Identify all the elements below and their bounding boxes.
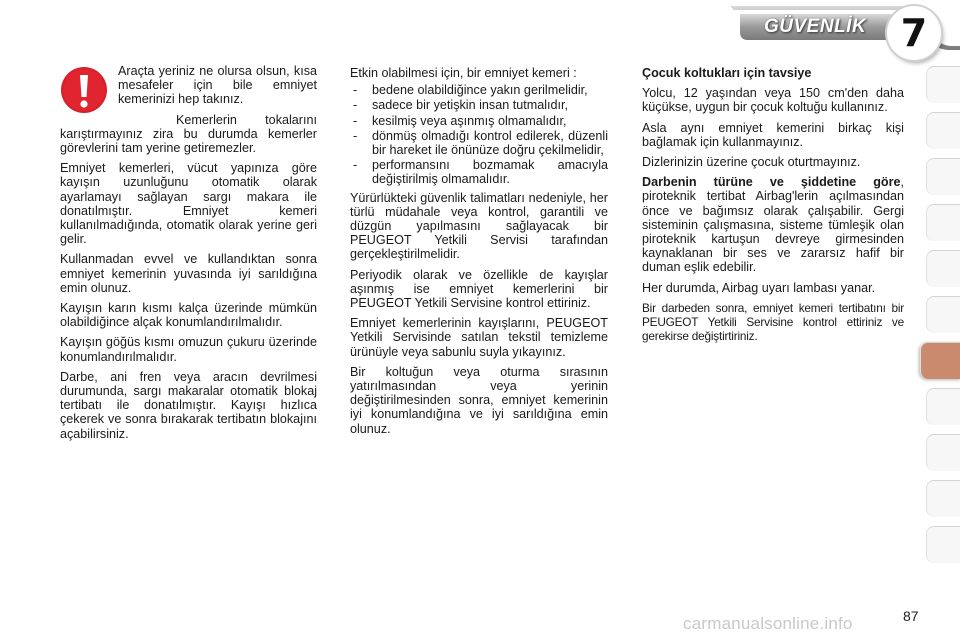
list-item: - performansını bozmamak amacıyla değiştirilmiş olmamalıdır. xyxy=(350,158,608,186)
list-item: - dönmüş olmadığı kontrol edilerek, düzenli bir hareket ile önünüze doğru çekilmelidir, xyxy=(350,129,608,157)
paragraph: Bir koltuğun veya oturma sırasının yatırılmasından veya yerinin değiştirilmesinden sonra, emniyet kemerinin iyi konumlandığına ve iyi sarıldığına emin olunuz. xyxy=(350,364,608,436)
paragraph: Yürürlükteki güvenlik talimatları nedeniyle, her türlü müdahale veya kontrol, garantili ve düzgün yapılmasını sağlayacak bir PEUGEOT Yetkili Servisi tarafından gerçekleştirilmelidir. xyxy=(350,190,608,262)
requirements-list xyxy=(350,83,608,186)
paragraph: Emniyet kemerlerinin kayışlarını, PEUGEOT Yetkili Servisinde satılan tekstil temizleme ürünüyle veya sabunlu suyla yıkayınız. xyxy=(350,316,608,359)
bold-lead: Darbenin türüne ve şiddetine göre xyxy=(642,175,901,190)
chapter-tab-4[interactable] xyxy=(926,204,960,241)
page-number: 87 xyxy=(903,608,919,624)
chapter-tab-3[interactable] xyxy=(926,158,960,195)
chapter-tab-6[interactable] xyxy=(926,296,960,333)
chapter-tab-11[interactable] xyxy=(926,526,960,563)
paragraph: Araçta yeriniz ne olursa olsun, kısa mesafeler için bile emniyet kemerinizi hep takınız. xyxy=(118,64,317,107)
paragraph-rest: , piroteknik tertibat Airbag'lerin açılmasından önce ve bağımsız olarak çalışabilir. Gergi sisteminin çalışmasına, sisteme tümleşik olan piroteknik kartuşun devreye girmesinden kaynaklanan bir ses ve zararsız hafif bir duman eşlik edebilir. xyxy=(642,175,904,275)
watermark: carmanualsonline.info xyxy=(683,614,853,633)
chapter-tab-10[interactable] xyxy=(926,480,960,517)
chapter-tab-8[interactable] xyxy=(926,388,960,425)
paragraph: Darbe, ani fren veya aracın devrilmesi durumunda, sargı makaralar otomatik blokaj tertibatı ile donatılmıştır. Kayışı hızlıca çekerek ve sonra bırakarak tertibatın blokajını açabilirsiniz. xyxy=(60,369,317,441)
section-heading: Çocuk koltukları için tavsiye xyxy=(642,66,812,80)
list-item: - kesilmiş veya aşınmış olmamalıdır, xyxy=(350,114,608,128)
chapter-tab-strip xyxy=(926,66,960,576)
paragraph: Kayışın karın kısmı kalça üzerinde mümkün olabildiğince alçak konumlandırılmalıdır. xyxy=(60,301,317,330)
paragraph: Kayışın göğüs kısmı omuzun çukuru üzerinde konumlandırılmalıdır. xyxy=(60,335,317,364)
paragraph: Kullanmadan evvel ve kullandıktan sonra emniyet kemerinin yuvasında iyi sarıldığına emin olunuz. xyxy=(60,252,317,295)
paragraph: Kemerlerin tokalarını karıştırmayınız zira bu durumda kemerler görevlerini tam yerine getiremezler. xyxy=(60,112,317,156)
paragraph: Bir darbeden sonra, emniyet kemeri tertibatını bir PEUGEOT Yetkili Servisine kontrol ettiriniz ve gerekirse değiştirtiriniz. xyxy=(642,300,904,344)
chapter-tab-1[interactable] xyxy=(926,66,960,103)
exclamation-warning-icon xyxy=(60,66,108,114)
paragraph: Emniyet kemerleri, vücut yapınıza göre kayışın uzunluğunu otomatik olarak ayarlamayı sağlayan sargı makara ile donatılmıştır. Emniyet kemeri kullanılmadığında, otomatik olarak yerine geri gelir. xyxy=(60,161,317,247)
chapter-tab-5[interactable] xyxy=(926,250,960,287)
column-middle xyxy=(350,66,608,442)
paragraph xyxy=(642,175,904,274)
list-item: - bedene olabildiğince yakın gerilmelidir, xyxy=(350,83,608,97)
paragraph: Periyodik olarak ve özellikle de kayışlar aşınmış ise emniyet kemerlerini bir PEUGEOT Yetkili Servisine kontrol ettiriniz. xyxy=(350,267,608,311)
paragraph: Her durumda, Airbag uyarı lambası yanar. xyxy=(642,280,876,295)
section-title: GÜVENLİK xyxy=(764,16,867,37)
list-intro: Etkin olabilmesi için, bir emniyet kemeri : xyxy=(350,66,577,80)
chapter-tab-2[interactable] xyxy=(926,112,960,149)
paragraph: Dizlerinizin üzerine çocuk oturtmayınız. xyxy=(642,155,861,170)
paragraph: Yolcu, 12 yaşından veya 150 cm'den daha küçükse, uygun bir çocuk koltuğu kullanınız. xyxy=(642,86,904,115)
column-left xyxy=(60,64,317,447)
chapter-tab-9[interactable] xyxy=(926,434,960,471)
paragraph: Asla aynı emniyet kemerini birkaç kişi bağlamak için kullanmayınız. xyxy=(642,120,904,149)
list-item: - sadece bir yetişkin insan tutmalıdır, xyxy=(350,98,608,112)
chapter-number: 7 xyxy=(900,11,928,55)
column-right xyxy=(642,66,904,349)
chapter-tab-7-active[interactable] xyxy=(920,342,960,379)
